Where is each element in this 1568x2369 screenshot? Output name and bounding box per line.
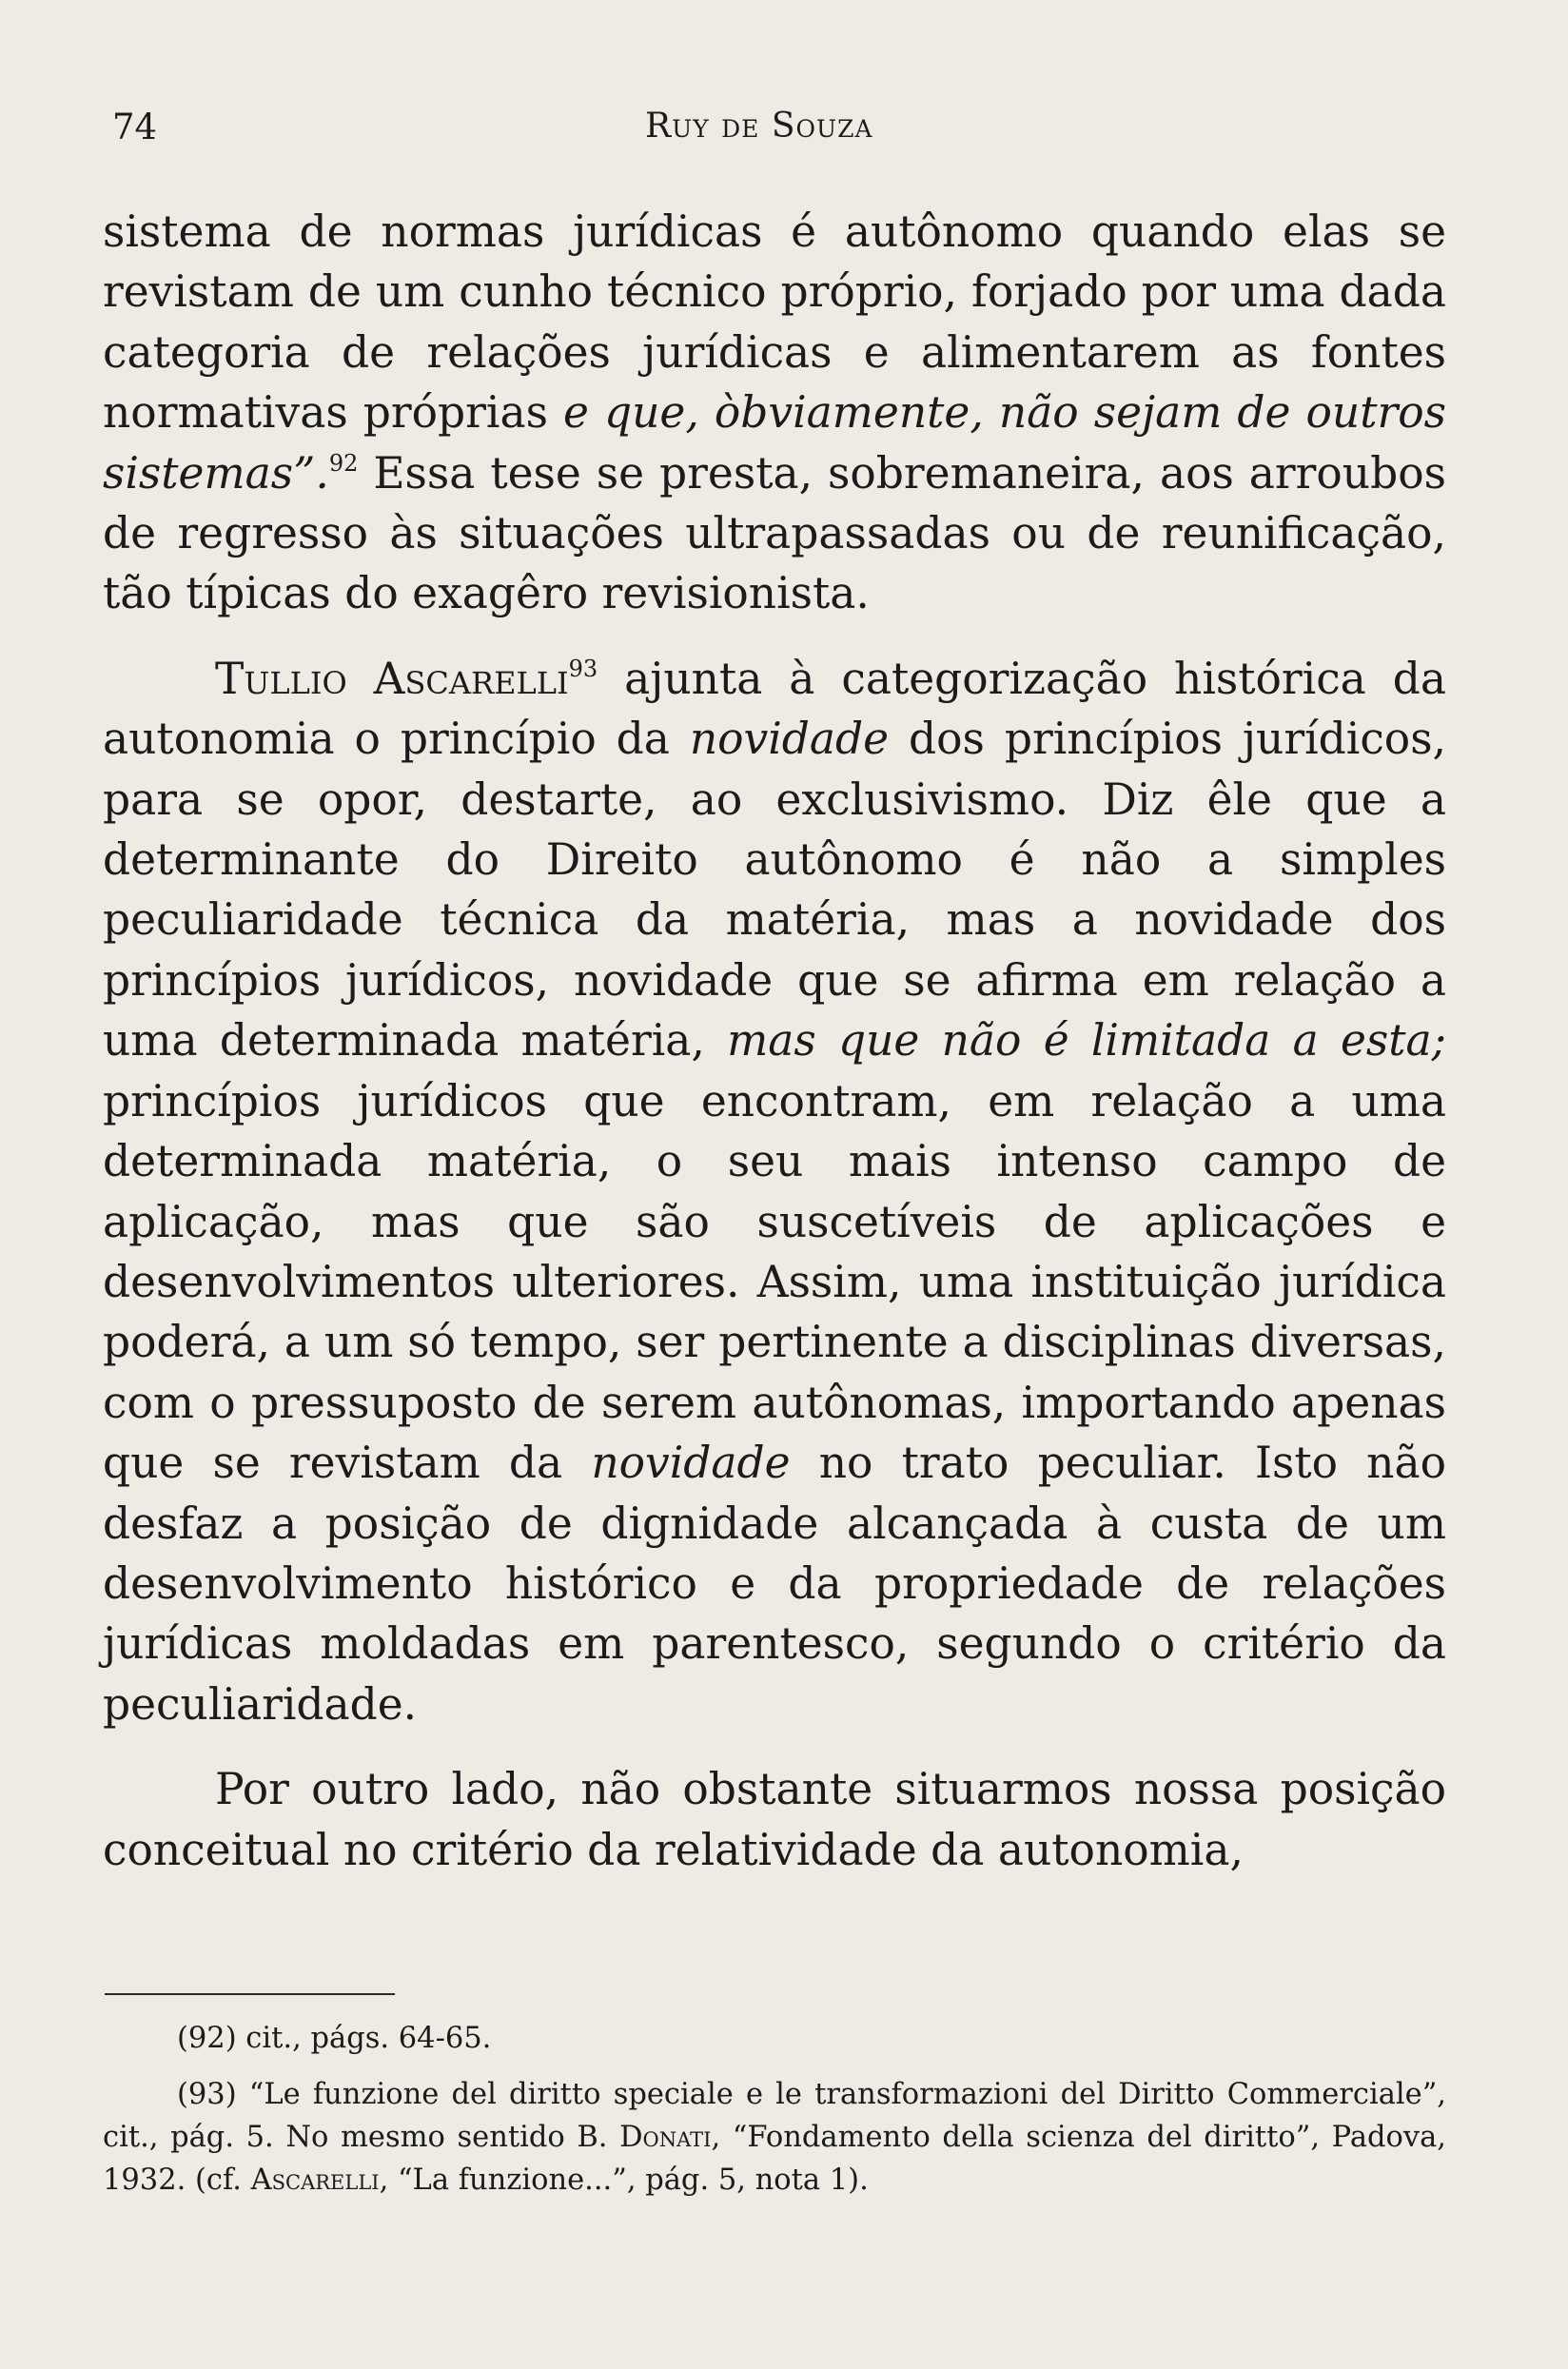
paragraph-2-text-a: ajunta à categorização histórica da autonomia o princípio da	[103, 653, 1447, 765]
footnotes	[103, 2017, 1446, 2202]
footnote-divider	[105, 1993, 395, 1995]
paragraph-2-text-c: dos princípios jurídicos, para se opor, destarte, ao exclusivismo. Diz êle que a determinante do Direito autônomo é não a simples peculiaridade técnica da matéria, mas a novidade dos princípios jurídicos, novidade que se afirma em relação a uma determinada matéria,	[103, 714, 1447, 1067]
paragraph-2-italic-novidade: novidade	[689, 714, 890, 765]
main-text	[103, 202, 1446, 1880]
paragraph-3	[103, 1759, 1446, 1880]
footnote-93-number: (93)	[177, 2078, 237, 2111]
footnote-93-text-a: “Le funzione del diritto speciale e le transformazioni del Diritto Commerciale”, cit., pág. 5. No mesmo sentido B.	[103, 2078, 1446, 2154]
footnote-93	[103, 2073, 1446, 2202]
paragraph-1	[103, 202, 1446, 624]
paragraph-1-italic: e que, òbviamente, não sejam de outros sistemas”.	[103, 387, 1446, 499]
paragraph-3-text: Por outro lado, não obstante situarmos nossa posição conceitual no critério da relatividade da autonomia,	[103, 1764, 1446, 1875]
footnote-93-text-c: , “La funzione...”, pág. 5, nota 1).	[379, 2163, 869, 2197]
footnote-92-text: cit., págs. 64-65.	[236, 2022, 492, 2055]
author-ascarelli-footnote: Ascarelli	[250, 2163, 380, 2197]
paragraph-2-italic-novidade-2: novidade	[591, 1438, 791, 1489]
paragraph-1-text-a: sistema de normas jurídicas é autônomo quando elas se revistam de um cunho técnico próprio, forjado por uma dada categoria de relações jurídicas e alimentarem as fontes normativas próprias	[103, 206, 1446, 439]
paragraph-2	[103, 649, 1446, 1734]
footnote-92-number: (92)	[177, 2022, 237, 2055]
paragraph-2-italic-limitada: mas que não é limitada a esta;	[727, 1015, 1446, 1067]
footnote-92	[103, 2017, 1446, 2060]
running-head: Ruy de Souza	[645, 107, 873, 146]
footnote-ref-92: 92	[328, 449, 359, 477]
page-header	[112, 107, 1444, 164]
paragraph-2-text-g: no trato peculiar. Isto não desfaz a posição de dignidade alcançada à custa de um desenvolvimento histórico e da propriedade de relações jurídicas moldadas em parentesco, segundo o critério da peculiaridade.	[103, 1438, 1446, 1730]
author-ascarelli: Tullio Ascarelli	[215, 653, 569, 704]
footnote-ref-93: 93	[568, 655, 598, 682]
page-number: 74	[112, 107, 158, 147]
paragraph-1-text-c: Essa tese se presta, sobremaneira, aos arroubos de regresso às situações ultrapassadas ou de reunificação, tão típicas do exagêro revisionista.	[103, 447, 1446, 619]
paragraph-2-text-e: princípios jurídicos que encontram, em relação a uma determinada matéria, o seu mais intenso campo de aplicação, mas que são suscetíveis de aplicações e desenvolvimentos ulteriores. Assim, uma instituição jurídica poderá, a um só tempo, ser pertinente a disciplinas diversas, com o pressuposto de serem autônomas, importando apenas que se revistam da	[103, 1075, 1446, 1489]
footnote-93-text-b: , “Fondamento della scienza del diritto”, Padova, 1932. (cf.	[103, 2121, 1446, 2197]
author-donati: Donati	[619, 2121, 712, 2154]
